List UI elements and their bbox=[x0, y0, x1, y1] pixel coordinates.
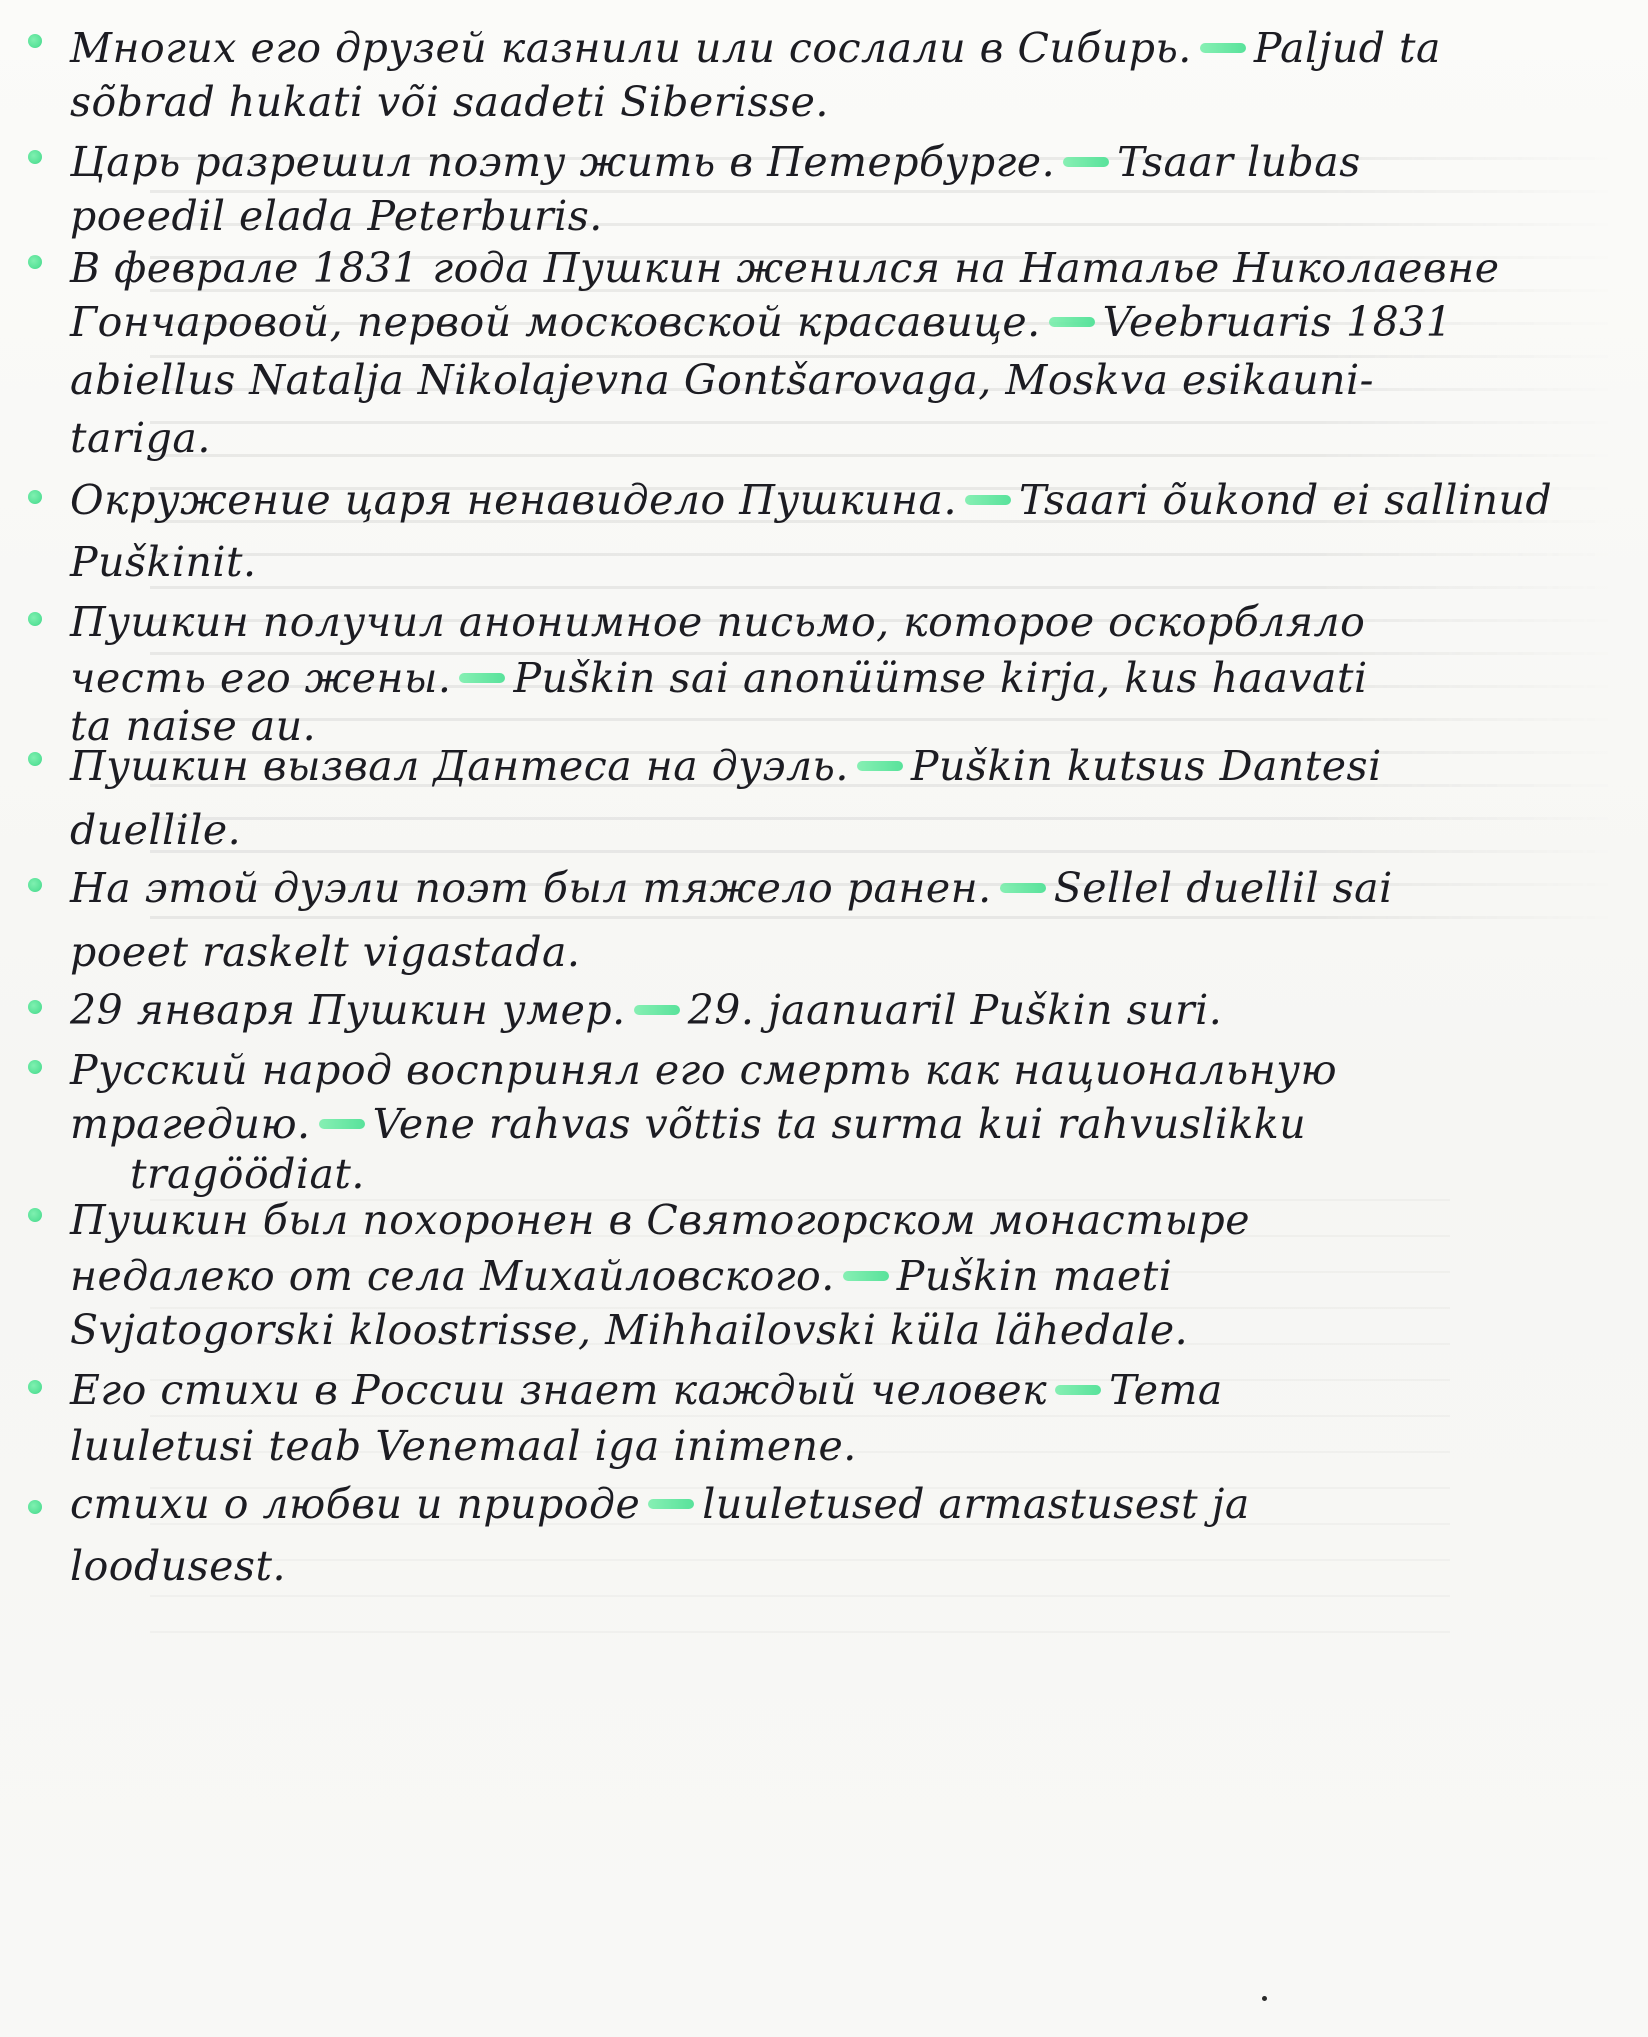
note-line bbox=[70, 1246, 1172, 1306]
estonian-text: tragöödiat. bbox=[130, 1150, 365, 1198]
highlighter-dash bbox=[857, 761, 903, 771]
note-line bbox=[70, 292, 1452, 352]
estonian-text: loodusest. bbox=[70, 1542, 286, 1590]
highlighter-dash bbox=[648, 1499, 694, 1509]
note-line bbox=[70, 350, 1374, 410]
russian-text: Многих его друзей казнили или сослали в Сибирь. bbox=[70, 24, 1192, 72]
estonian-text: Puškinit. bbox=[70, 538, 257, 586]
russian-text: Гончаровой, первой московской красавице. bbox=[70, 298, 1041, 346]
estonian-text: poeedil elada Peterburis. bbox=[70, 192, 603, 240]
bullet-marker bbox=[28, 34, 42, 48]
highlighter-dash bbox=[843, 1271, 889, 1281]
ink-speck bbox=[1262, 1996, 1267, 2001]
russian-text: Русский народ воспринял его смерть как национальную bbox=[70, 1046, 1338, 1094]
estonian-text: poeet raskelt vigastada. bbox=[70, 928, 581, 976]
estonian-text: Puškin kutsus Dantesi bbox=[910, 742, 1382, 790]
bullet-marker bbox=[28, 1208, 42, 1222]
bullet-marker bbox=[28, 255, 42, 269]
note-line bbox=[70, 922, 580, 982]
note-line bbox=[70, 736, 1382, 796]
note-line bbox=[70, 238, 1500, 298]
note-line bbox=[70, 186, 603, 246]
russian-text: трагедию. bbox=[70, 1100, 311, 1148]
note-line bbox=[70, 1416, 857, 1476]
bullet-marker bbox=[28, 1060, 42, 1074]
russian-text: Пушкин получил анонимное письмо, которое оскорбляло bbox=[70, 598, 1366, 646]
estonian-text: Puškin maeti bbox=[896, 1252, 1173, 1300]
note-line bbox=[70, 800, 241, 860]
russian-text: Пушкин был похоронен в Святогорском монастыре bbox=[70, 1196, 1251, 1244]
note-line bbox=[70, 1360, 1223, 1420]
bullet-marker bbox=[28, 1380, 42, 1394]
note-line bbox=[70, 408, 211, 468]
bullet-marker bbox=[28, 612, 42, 626]
estonian-text: Sellel duellil sai bbox=[1053, 864, 1393, 912]
russian-text: В феврале 1831 года Пушкин женился на Наталье Николаевне bbox=[70, 244, 1500, 292]
bullet-marker bbox=[28, 878, 42, 892]
note-line bbox=[70, 980, 1222, 1040]
bullet-marker bbox=[28, 752, 42, 766]
russian-text: На этой дуэли поэт был тяжело ранен. bbox=[70, 864, 992, 912]
estonian-text: Svjatogorski kloostrisse, Mihhailovski küla lähedale. bbox=[70, 1306, 1189, 1354]
estonian-text: luuletused armastusest ja bbox=[702, 1480, 1250, 1528]
bullet-marker bbox=[28, 150, 42, 164]
highlighter-dash bbox=[1055, 1385, 1101, 1395]
estonian-text: Veebruaris 1831 bbox=[1102, 298, 1453, 346]
russian-text: стихи о любви и природе bbox=[70, 1480, 641, 1528]
note-line bbox=[70, 532, 257, 592]
highlighter-dash bbox=[319, 1119, 365, 1129]
highlighter-dash bbox=[1063, 157, 1109, 167]
estonian-text: Tsaari õukond ei sallinud bbox=[1019, 476, 1553, 524]
russian-text: Окружение царя ненавидело Пушкина. bbox=[70, 476, 957, 524]
estonian-text: sõbrad hukati või saadeti Siberisse. bbox=[70, 78, 829, 126]
highlighter-dash bbox=[965, 495, 1011, 505]
estonian-text: abiellus Natalja Nikolajevna Gontšarovaga, Moskva esikauni- bbox=[70, 356, 1375, 404]
russian-text: Пушкин вызвал Дантеса на дуэль. bbox=[70, 742, 849, 790]
bullet-marker bbox=[28, 1500, 42, 1514]
bullet-marker bbox=[28, 490, 42, 504]
highlighter-dash bbox=[1000, 883, 1046, 893]
note-line bbox=[70, 470, 1552, 530]
estonian-text: Puškin sai anonüümse kirja, kus haavati bbox=[513, 654, 1368, 702]
note-line bbox=[70, 1300, 1188, 1360]
note-line bbox=[70, 1040, 1337, 1100]
highlighter-dash bbox=[1049, 317, 1095, 327]
estonian-text: ta naise au. bbox=[70, 702, 317, 750]
note-line bbox=[70, 132, 1361, 192]
note-line bbox=[70, 72, 829, 132]
note-line bbox=[70, 1536, 286, 1596]
estonian-text: tariga. bbox=[70, 414, 211, 462]
russian-text: недалеко от села Михайловского. bbox=[70, 1252, 835, 1300]
estonian-text: luuletusi teab Venemaal iga inimene. bbox=[70, 1422, 857, 1470]
note-line bbox=[70, 1190, 1250, 1250]
russian-text: Царь разрешил поэту жить в Петербурге. bbox=[70, 138, 1056, 186]
russian-text: Его стихи в России знает каждый человек bbox=[70, 1366, 1048, 1414]
estonian-text: Tsaar lubas bbox=[1117, 138, 1361, 186]
russian-text: честь его жены. bbox=[70, 654, 452, 702]
highlighter-dash bbox=[634, 1005, 680, 1015]
highlighter-dash bbox=[1200, 43, 1246, 53]
estonian-text: duellile. bbox=[70, 806, 242, 854]
note-line bbox=[70, 18, 1441, 78]
estonian-text: Vene rahvas võttis ta surma kui rahvuslikku bbox=[372, 1100, 1307, 1148]
estonian-text: 29. jaanuaril Puškin suri. bbox=[687, 986, 1223, 1034]
note-line bbox=[70, 1474, 1250, 1534]
note-line bbox=[70, 592, 1365, 652]
highlighter-dash bbox=[459, 673, 505, 683]
note-line bbox=[70, 858, 1393, 918]
estonian-text: Tema bbox=[1109, 1366, 1223, 1414]
estonian-text: Paljud ta bbox=[1253, 24, 1441, 72]
bullet-marker bbox=[28, 1000, 42, 1014]
russian-text: 29 января Пушкин умер. bbox=[70, 986, 626, 1034]
